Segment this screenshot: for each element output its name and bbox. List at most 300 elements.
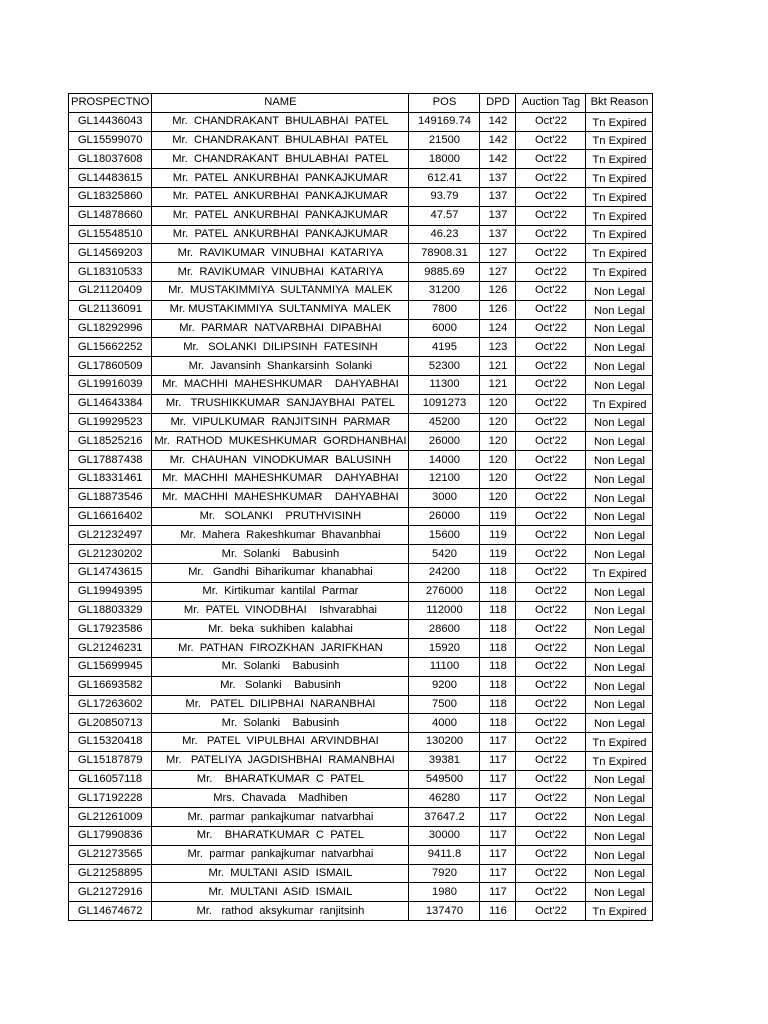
table-row: [69, 902, 653, 921]
pos-cell: 4195: [409, 338, 480, 357]
name-cell: Mr. SOLANKI PRUTHVISINH: [152, 507, 409, 526]
table-row: [69, 808, 653, 827]
bkt-reason-cell: Non Legal: [586, 770, 653, 789]
bkt-reason-cell: Tn Expired: [586, 394, 653, 413]
auction-tag-cell: Oct'22: [516, 319, 586, 338]
prospectno-cell: GL15699945: [69, 657, 152, 676]
pos-cell: 7500: [409, 695, 480, 714]
dpd-cell: 118: [480, 639, 516, 658]
bkt-reason-cell: Tn Expired: [586, 131, 653, 150]
pos-cell: 7920: [409, 864, 480, 883]
prospectno-cell: GL17263602: [69, 695, 152, 714]
auction-tag-cell: Oct'22: [516, 808, 586, 827]
table-row: [69, 469, 653, 488]
table-row: [69, 112, 653, 131]
bkt-reason-cell: Non Legal: [586, 582, 653, 601]
dpd-cell: 117: [480, 827, 516, 846]
prospectno-cell: GL14436043: [69, 112, 152, 131]
prospectno-cell: GL17887438: [69, 451, 152, 470]
table-row: [69, 206, 653, 225]
auction-tag-cell: Oct'22: [516, 338, 586, 357]
pos-cell: 112000: [409, 601, 480, 620]
bkt-reason-cell: Non Legal: [586, 808, 653, 827]
name-cell: Mr. PATEL VIPULBHAI ARVINDBHAI: [152, 733, 409, 752]
auction-tag-cell: Oct'22: [516, 770, 586, 789]
pos-cell: 1980: [409, 883, 480, 902]
auction-tag-cell: Oct'22: [516, 375, 586, 394]
bkt-reason-cell: Non Legal: [586, 695, 653, 714]
prospectno-cell: GL15320418: [69, 733, 152, 752]
name-cell: Mr. CHANDRAKANT BHULABHAI PATEL: [152, 150, 409, 169]
prospectno-cell: GL14878660: [69, 206, 152, 225]
pos-cell: 11100: [409, 657, 480, 676]
bkt-reason-cell: Non Legal: [586, 883, 653, 902]
auction-tag-cell: Oct'22: [516, 451, 586, 470]
prospectno-cell: GL15599070: [69, 131, 152, 150]
prospectno-cell: GL18331461: [69, 469, 152, 488]
dpd-cell: 117: [480, 789, 516, 808]
pos-cell: 18000: [409, 150, 480, 169]
auction-tag-cell: Oct'22: [516, 751, 586, 770]
header-pos: POS: [409, 94, 480, 113]
name-cell: Mr. Solanki Babusinh: [152, 545, 409, 564]
header-row: [69, 94, 653, 113]
name-cell: Mr. MUSTAKIMMIYA SULTANMIYA MALEK: [152, 281, 409, 300]
dpd-cell: 117: [480, 733, 516, 752]
prospectno-cell: GL16693582: [69, 676, 152, 695]
pos-cell: 549500: [409, 770, 480, 789]
prospectno-cell: GL17923586: [69, 620, 152, 639]
dpd-cell: 127: [480, 244, 516, 263]
name-cell: Mr. parmar pankajkumar natvarbhai: [152, 808, 409, 827]
table-row: [69, 300, 653, 319]
dpd-cell: 118: [480, 676, 516, 695]
dpd-cell: 124: [480, 319, 516, 338]
pos-cell: 9411.8: [409, 845, 480, 864]
auction-tag-cell: Oct'22: [516, 676, 586, 695]
bkt-reason-cell: Non Legal: [586, 676, 653, 695]
prospectno-cell: GL14483615: [69, 169, 152, 188]
pos-cell: 15600: [409, 526, 480, 545]
name-cell: Mr. PATEL ANKURBHAI PANKAJKUMAR: [152, 206, 409, 225]
auction-tag-cell: Oct'22: [516, 507, 586, 526]
bkt-reason-cell: Non Legal: [586, 451, 653, 470]
auction-tag-cell: Oct'22: [516, 206, 586, 225]
dpd-cell: 118: [480, 582, 516, 601]
header-bkt-reason: Bkt Reason: [586, 94, 653, 113]
prospectno-cell: GL21273565: [69, 845, 152, 864]
prospectno-cell: GL15187879: [69, 751, 152, 770]
dpd-cell: 117: [480, 845, 516, 864]
bkt-reason-cell: Tn Expired: [586, 169, 653, 188]
prospectno-cell: GL19929523: [69, 413, 152, 432]
dpd-cell: 118: [480, 657, 516, 676]
prospectno-cell: GL14643384: [69, 394, 152, 413]
pos-cell: 3000: [409, 488, 480, 507]
dpd-cell: 126: [480, 281, 516, 300]
prospectno-cell: GL19949395: [69, 582, 152, 601]
name-cell: Mr. VIPULKUMAR RANJITSINH PARMAR: [152, 413, 409, 432]
auction-tag-cell: Oct'22: [516, 112, 586, 131]
table-row: [69, 526, 653, 545]
dpd-cell: 118: [480, 695, 516, 714]
bkt-reason-cell: Non Legal: [586, 469, 653, 488]
prospectno-cell: GL18310533: [69, 263, 152, 282]
table-row: [69, 733, 653, 752]
name-cell: Mr. MACHHI MAHESHKUMAR DAHYABHAI: [152, 488, 409, 507]
table-row: [69, 263, 653, 282]
dpd-cell: 142: [480, 112, 516, 131]
name-cell: Mr. Javansinh Shankarsinh Solanki: [152, 357, 409, 376]
dpd-cell: 118: [480, 563, 516, 582]
prospectno-cell: GL21232497: [69, 526, 152, 545]
dpd-cell: 137: [480, 206, 516, 225]
name-cell: Mr. PARMAR NATVARBHAI DIPABHAI: [152, 319, 409, 338]
table-row: [69, 281, 653, 300]
name-cell: Mr. Solanki Babusinh: [152, 714, 409, 733]
bkt-reason-cell: Tn Expired: [586, 225, 653, 244]
auction-tag-cell: Oct'22: [516, 601, 586, 620]
prospectno-cell: GL20850713: [69, 714, 152, 733]
name-cell: Mr. PATEL DILIPBHAI NARANBHAI: [152, 695, 409, 714]
auction-tag-cell: Oct'22: [516, 657, 586, 676]
dpd-cell: 120: [480, 451, 516, 470]
dpd-cell: 118: [480, 620, 516, 639]
bkt-reason-cell: Tn Expired: [586, 187, 653, 206]
pos-cell: 30000: [409, 827, 480, 846]
prospectno-cell: GL21136091: [69, 300, 152, 319]
prospectno-cell: GL15662252: [69, 338, 152, 357]
pos-cell: 45200: [409, 413, 480, 432]
table-row: [69, 150, 653, 169]
name-cell: Mrs. Chavada Madhiben: [152, 789, 409, 808]
bkt-reason-cell: Non Legal: [586, 620, 653, 639]
prospectno-cell: GL18803329: [69, 601, 152, 620]
auction-tag-cell: Oct'22: [516, 733, 586, 752]
bkt-reason-cell: Non Legal: [586, 375, 653, 394]
table-row: [69, 131, 653, 150]
name-cell: Mr. BHARATKUMAR C PATEL: [152, 770, 409, 789]
prospectno-cell: GL21261009: [69, 808, 152, 827]
bkt-reason-cell: Non Legal: [586, 300, 653, 319]
name-cell: Mr. rathod aksykumar ranjitsinh: [152, 902, 409, 921]
dpd-cell: 117: [480, 808, 516, 827]
name-cell: Mr. PATELIYA JAGDISHBHAI RAMANBHAI: [152, 751, 409, 770]
pos-cell: 130200: [409, 733, 480, 752]
dpd-cell: 120: [480, 432, 516, 451]
prospectno-cell: GL17192228: [69, 789, 152, 808]
auction-tag-cell: Oct'22: [516, 582, 586, 601]
table-row: [69, 827, 653, 846]
prospectno-cell: GL21258895: [69, 864, 152, 883]
auction-tag-cell: Oct'22: [516, 413, 586, 432]
table-row: [69, 225, 653, 244]
pos-cell: 26000: [409, 507, 480, 526]
name-cell: Mr. CHANDRAKANT BHULABHAI PATEL: [152, 112, 409, 131]
dpd-cell: 120: [480, 413, 516, 432]
name-cell: Mr. Solanki Babusinh: [152, 657, 409, 676]
prospectno-cell: GL16616402: [69, 507, 152, 526]
prospectno-cell: GL15548510: [69, 225, 152, 244]
dpd-cell: 137: [480, 225, 516, 244]
pos-cell: 37647.2: [409, 808, 480, 827]
auction-tag-cell: Oct'22: [516, 300, 586, 319]
table-row: [69, 582, 653, 601]
bkt-reason-cell: Tn Expired: [586, 244, 653, 263]
dpd-cell: 121: [480, 375, 516, 394]
table-row: [69, 639, 653, 658]
table-row: [69, 244, 653, 263]
table-row: [69, 601, 653, 620]
pos-cell: 15920: [409, 639, 480, 658]
prospectno-cell: GL14743615: [69, 563, 152, 582]
table-row: [69, 695, 653, 714]
table-row: [69, 394, 653, 413]
pos-cell: 612.41: [409, 169, 480, 188]
auction-tag-cell: Oct'22: [516, 526, 586, 545]
prospectno-cell: GL19916039: [69, 375, 152, 394]
prospectno-cell: GL14674672: [69, 902, 152, 921]
pos-cell: 6000: [409, 319, 480, 338]
table-row: [69, 676, 653, 695]
dpd-cell: 117: [480, 864, 516, 883]
prospectno-cell: GL21272916: [69, 883, 152, 902]
bkt-reason-cell: Tn Expired: [586, 751, 653, 770]
auction-tag-cell: Oct'22: [516, 789, 586, 808]
dpd-cell: 119: [480, 545, 516, 564]
pos-cell: 24200: [409, 563, 480, 582]
table-row: [69, 563, 653, 582]
auction-tag-cell: Oct'22: [516, 432, 586, 451]
table-row: [69, 883, 653, 902]
table-row: [69, 751, 653, 770]
prospectno-cell: GL18525216: [69, 432, 152, 451]
name-cell: Mr. PATHAN FIROZKHAN JARIFKHAN: [152, 639, 409, 658]
auction-tag-cell: Oct'22: [516, 620, 586, 639]
auction-tag-cell: Oct'22: [516, 883, 586, 902]
dpd-cell: 142: [480, 150, 516, 169]
name-cell: Mr. MULTANI ASID ISMAIL: [152, 883, 409, 902]
prospectno-cell: GL21246231: [69, 639, 152, 658]
auction-tag-cell: Oct'22: [516, 131, 586, 150]
pos-cell: 52300: [409, 357, 480, 376]
table-body: [69, 112, 653, 920]
bkt-reason-cell: Non Legal: [586, 319, 653, 338]
dpd-cell: 116: [480, 902, 516, 921]
pos-cell: 93.79: [409, 187, 480, 206]
auction-tag-cell: Oct'22: [516, 263, 586, 282]
pos-cell: 137470: [409, 902, 480, 921]
bkt-reason-cell: Non Legal: [586, 507, 653, 526]
auction-tag-cell: Oct'22: [516, 864, 586, 883]
prospectno-cell: GL21120409: [69, 281, 152, 300]
bkt-reason-cell: Non Legal: [586, 413, 653, 432]
table-row: [69, 789, 653, 808]
auction-tag-cell: Oct'22: [516, 845, 586, 864]
bkt-reason-cell: Non Legal: [586, 601, 653, 620]
table-row: [69, 845, 653, 864]
pos-cell: 46.23: [409, 225, 480, 244]
auction-tag-cell: Oct'22: [516, 469, 586, 488]
table-row: [69, 357, 653, 376]
auction-tag-cell: Oct'22: [516, 488, 586, 507]
name-cell: Mr. RAVIKUMAR VINUBHAI KATARIYA: [152, 263, 409, 282]
dpd-cell: 117: [480, 751, 516, 770]
table-row: [69, 169, 653, 188]
auction-tag-cell: Oct'22: [516, 244, 586, 263]
prospectno-cell: GL18037608: [69, 150, 152, 169]
auction-tag-cell: Oct'22: [516, 150, 586, 169]
bkt-reason-cell: Non Legal: [586, 827, 653, 846]
pos-cell: 5420: [409, 545, 480, 564]
auction-tag-cell: Oct'22: [516, 281, 586, 300]
pos-cell: 47.57: [409, 206, 480, 225]
table-row: [69, 375, 653, 394]
table-row: [69, 413, 653, 432]
bkt-reason-cell: Non Legal: [586, 864, 653, 883]
table-row: [69, 319, 653, 338]
auction-tag-cell: Oct'22: [516, 639, 586, 658]
name-cell: Mr. CHAUHAN VINODKUMAR BALUSINH: [152, 451, 409, 470]
bkt-reason-cell: Non Legal: [586, 789, 653, 808]
table-row: [69, 432, 653, 451]
prospectno-cell: GL17860509: [69, 357, 152, 376]
bkt-reason-cell: Non Legal: [586, 639, 653, 658]
bkt-reason-cell: Tn Expired: [586, 112, 653, 131]
name-cell: Mr. PATEL ANKURBHAI PANKAJKUMAR: [152, 187, 409, 206]
name-cell: Mr. beka sukhiben kalabhai: [152, 620, 409, 639]
name-cell: Mr. BHARATKUMAR C PATEL: [152, 827, 409, 846]
prospectno-cell: GL17990836: [69, 827, 152, 846]
header-prospectno: PROSPECTNO: [69, 94, 152, 113]
table-row: [69, 620, 653, 639]
auction-tag-cell: Oct'22: [516, 563, 586, 582]
dpd-cell: 117: [480, 770, 516, 789]
table-row: [69, 714, 653, 733]
dpd-cell: 121: [480, 357, 516, 376]
name-cell: Mr. Gandhi Biharikumar khanabhai: [152, 563, 409, 582]
auction-tag-cell: Oct'22: [516, 394, 586, 413]
pos-cell: 9200: [409, 676, 480, 695]
name-cell: Mr. parmar pankajkumar natvarbhai: [152, 845, 409, 864]
bkt-reason-cell: Non Legal: [586, 714, 653, 733]
name-cell: Mr. TRUSHIKKUMAR SANJAYBHAI PATEL: [152, 394, 409, 413]
auction-tag-cell: Oct'22: [516, 827, 586, 846]
pos-cell: 14000: [409, 451, 480, 470]
prospectno-cell: GL18325860: [69, 187, 152, 206]
header-name: NAME: [152, 94, 409, 113]
auction-tag-cell: Oct'22: [516, 695, 586, 714]
table-row: [69, 451, 653, 470]
pos-cell: 9885.69: [409, 263, 480, 282]
bkt-reason-cell: Non Legal: [586, 545, 653, 564]
name-cell: Mr. PATEL ANKURBHAI PANKAJKUMAR: [152, 225, 409, 244]
bkt-reason-cell: Non Legal: [586, 357, 653, 376]
bkt-reason-cell: Tn Expired: [586, 150, 653, 169]
prospectno-cell: GL18292996: [69, 319, 152, 338]
name-cell: Mr. RAVIKUMAR VINUBHAI KATARIYA: [152, 244, 409, 263]
auction-tag-cell: Oct'22: [516, 187, 586, 206]
pos-cell: 46280: [409, 789, 480, 808]
dpd-cell: 126: [480, 300, 516, 319]
dpd-cell: 117: [480, 883, 516, 902]
dpd-cell: 120: [480, 488, 516, 507]
dpd-cell: 123: [480, 338, 516, 357]
auction-tag-cell: Oct'22: [516, 545, 586, 564]
table-row: [69, 488, 653, 507]
name-cell: Mr. RATHOD MUKESHKUMAR GORDHANBHAI: [152, 432, 409, 451]
prospectno-cell: GL14569203: [69, 244, 152, 263]
dpd-cell: 137: [480, 169, 516, 188]
dpd-cell: 137: [480, 187, 516, 206]
table-row: [69, 338, 653, 357]
header-auction-tag: Auction Tag: [516, 94, 586, 113]
dpd-cell: 119: [480, 526, 516, 545]
name-cell: Mr. Mahera Rakeshkumar Bhavanbhai: [152, 526, 409, 545]
auction-tag-cell: Oct'22: [516, 902, 586, 921]
pos-cell: 149169.74: [409, 112, 480, 131]
prospectno-cell: GL21230202: [69, 545, 152, 564]
pos-cell: 31200: [409, 281, 480, 300]
dpd-cell: 120: [480, 394, 516, 413]
name-cell: Mr. SOLANKI DILIPSINH FATESINH: [152, 338, 409, 357]
bkt-reason-cell: Tn Expired: [586, 206, 653, 225]
auction-tag-cell: Oct'22: [516, 357, 586, 376]
pos-cell: 7800: [409, 300, 480, 319]
pos-cell: 21500: [409, 131, 480, 150]
bkt-reason-cell: Non Legal: [586, 845, 653, 864]
bkt-reason-cell: Non Legal: [586, 338, 653, 357]
bkt-reason-cell: Tn Expired: [586, 563, 653, 582]
dpd-cell: 127: [480, 263, 516, 282]
bkt-reason-cell: Non Legal: [586, 432, 653, 451]
bkt-reason-cell: Tn Expired: [586, 733, 653, 752]
auction-tag-cell: Oct'22: [516, 714, 586, 733]
name-cell: Mr. PATEL ANKURBHAI PANKAJKUMAR: [152, 169, 409, 188]
prospectno-cell: GL16057118: [69, 770, 152, 789]
pos-cell: 12100: [409, 469, 480, 488]
pos-cell: 28600: [409, 620, 480, 639]
table-row: [69, 507, 653, 526]
bkt-reason-cell: Tn Expired: [586, 263, 653, 282]
auction-table: [68, 93, 653, 921]
pos-cell: 39381: [409, 751, 480, 770]
dpd-cell: 118: [480, 601, 516, 620]
table-row: [69, 770, 653, 789]
name-cell: Mr. CHANDRAKANT BHULABHAI PATEL: [152, 131, 409, 150]
bkt-reason-cell: Tn Expired: [586, 902, 653, 921]
table-row: [69, 657, 653, 676]
name-cell: Mr. Kirtikumar kantilal Parmar: [152, 582, 409, 601]
name-cell: Mr. MULTANI ASID ISMAIL: [152, 864, 409, 883]
name-cell: Mr. MACHHI MAHESHKUMAR DAHYABHAI: [152, 375, 409, 394]
pos-cell: 4000: [409, 714, 480, 733]
name-cell: Mr. MUSTAKIMMIYA SULTANMIYA MALEK: [152, 300, 409, 319]
table-row: [69, 864, 653, 883]
pos-cell: 78908.31: [409, 244, 480, 263]
auction-tag-cell: Oct'22: [516, 225, 586, 244]
name-cell: Mr. MACHHI MAHESHKUMAR DAHYABHAI: [152, 469, 409, 488]
pos-cell: 276000: [409, 582, 480, 601]
table-row: [69, 187, 653, 206]
bkt-reason-cell: Non Legal: [586, 488, 653, 507]
dpd-cell: 119: [480, 507, 516, 526]
pos-cell: 1091273: [409, 394, 480, 413]
name-cell: Mr. Solanki Babusinh: [152, 676, 409, 695]
dpd-cell: 142: [480, 131, 516, 150]
bkt-reason-cell: Non Legal: [586, 281, 653, 300]
dpd-cell: 120: [480, 469, 516, 488]
